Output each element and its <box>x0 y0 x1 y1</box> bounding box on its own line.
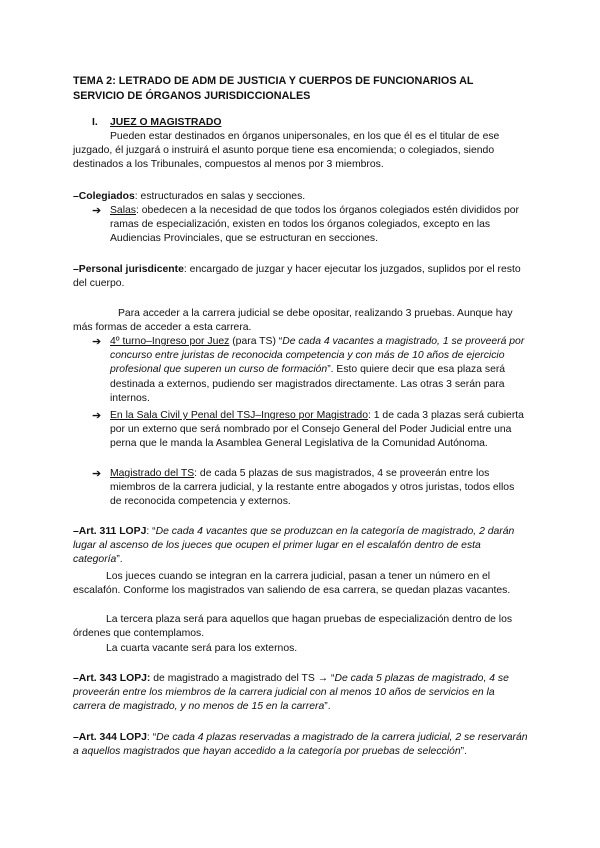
salas-text: : obedecen a la necesidad de que todos los órganos colegiados estén divididos por ramas de especialización, existen en todos los órganos colegiados, excepto en las Audiencias Provinciales, que se estructuran en secciones. <box>110 205 519 245</box>
salas-bullet <box>92 204 528 247</box>
personal-label: –Personal jurisdicente <box>73 264 184 275</box>
salas-label: Salas <box>110 205 136 216</box>
arrow-bullet-icon: ➔ <box>92 468 102 480</box>
personal-paragraph <box>73 263 529 291</box>
acceso-bullet-3 <box>92 467 528 510</box>
art311-colon: : “ <box>146 526 156 537</box>
arrow-bullet-icon: ➔ <box>92 410 102 422</box>
art344-colon: : “ <box>146 732 157 743</box>
art311-end: ”. <box>116 554 123 566</box>
art343-quote: De cada 5 plazas de magistrado, 4 se proveerán entre los miembros de la carrera judicial con al menos 10 años de servicios en la carrera de magistrado, y no menos de 15 en la carrera <box>73 673 509 713</box>
acceso-bullet-1 <box>92 335 528 406</box>
arrow-bullet-icon: ➔ <box>92 336 102 348</box>
art344-quote: De cada 4 plazas reservadas a magistrado de la carrera judicial, 2 se reservarán a aquellos magistrados que hayan accedido a la categoría por pruebas de selección <box>73 732 528 758</box>
title-line-2: SERVICIO DE ÓRGANOS JURISDICCIONALES <box>73 90 311 102</box>
art311-p3: La cuarta vacante será para los externos. <box>106 643 298 654</box>
bullet1-post: ”. Esto quiere decir que esa plaza será destinada a externos, pudiendo ser magistrados directamente. Las otras 3 serán para internos. <box>110 364 506 404</box>
art343-end: ”. <box>324 701 331 713</box>
art311-paragraph <box>73 525 529 568</box>
bullet1-pre: (para TS) “ <box>229 336 283 347</box>
art343-label: –Art. 343 LOPJ: <box>73 673 151 684</box>
bullet3-label: Magistrado del TS <box>110 468 195 479</box>
arrow-bullet-icon: ➔ <box>92 205 102 217</box>
art344-end: ”. <box>460 746 467 758</box>
bullet3-text: : de cada 5 plazas de sus magistrados, 4 se proveerán entre los miembros de la carrera judicial, y la restante entre abogados y otros juristas, todos ellos de reconocida competencia y externos. <box>110 468 515 508</box>
bullet1-quote: De cada 4 vacantes a magistrado, 1 se proveerá por concurso entre juristas de reconocida competencia y con más de 10 años de ejercicio profesional que superen un curso de formación <box>110 336 525 376</box>
title-line-1: TEMA 2: LETRADO DE ADM DE JUSTICIA Y CUERPOS DE FUNCIONARIOS AL <box>73 75 474 87</box>
document-title <box>73 74 533 104</box>
art343-text: de magistrado a magistrado del TS → “ <box>150 673 335 684</box>
personal-text: : encargado de juzgar y hacer ejecutar los juzgados, suplidos por el resto del cuerpo. <box>73 264 521 290</box>
section-intro: Pueden estar destinados en órganos unipersonales, en los que él es el titular de ese juzgado, él juzgará o instruirá el asunto porque tiene esa encomienda; o colegiados, siendo destinados a los Tribunales, compuestos al menos por 3 miembros. <box>73 131 500 171</box>
section-number: I. <box>92 117 98 128</box>
art344-paragraph <box>73 731 529 759</box>
colegiados-paragraph <box>73 190 529 204</box>
acceso-bullet-2 <box>92 409 528 452</box>
art311-label: –Art. 311 LOPJ <box>73 526 147 537</box>
bullet2-text: : 1 de cada 3 plazas será cubierta por un externo que será nombrado por el Consejo General del Poder Judicial entre una perna que le manda la Asamblea General Legislativa de la Comunidad Autónoma. <box>110 410 524 450</box>
art343-paragraph <box>73 672 529 715</box>
bullet1-label: 4º turno–Ingreso por Juez <box>110 336 230 347</box>
colegiados-text: : estructurados en salas y secciones. <box>134 191 306 202</box>
art344-label: –Art. 344 LOPJ <box>73 732 147 743</box>
art311-quote: De cada 4 vacantes que se produzcan en la categoría de magistrado, 2 darán lugar al ascenso de los jueces que ocupen el primer lugar en el escalafón dentro de esta categoría <box>73 526 515 566</box>
acceso-intro: Para acceder a la carrera judicial se debe opositar, realizando 3 pruebas. Aunque hay más formas de acceder a esta carrera. <box>73 308 513 334</box>
section-heading: JUEZ O MAGISTRADO <box>110 117 222 128</box>
art311-p2: La tercera plaza será para aquellos que hagan pruebas de especialización dentro de los órdenes que contemplamos. <box>73 614 513 640</box>
art311-p1: Los jueces cuando se integran en la carrera judicial, pasan a tener un número en el escalafón. Conforme los magistrados van saliendo de esa carrera, se quedan plazas vacantes. <box>73 571 511 597</box>
bullet2-label: En la Sala Civil y Penal del TSJ–Ingreso por Magistrado <box>110 410 368 421</box>
colegiados-label: –Colegiados <box>73 191 135 202</box>
